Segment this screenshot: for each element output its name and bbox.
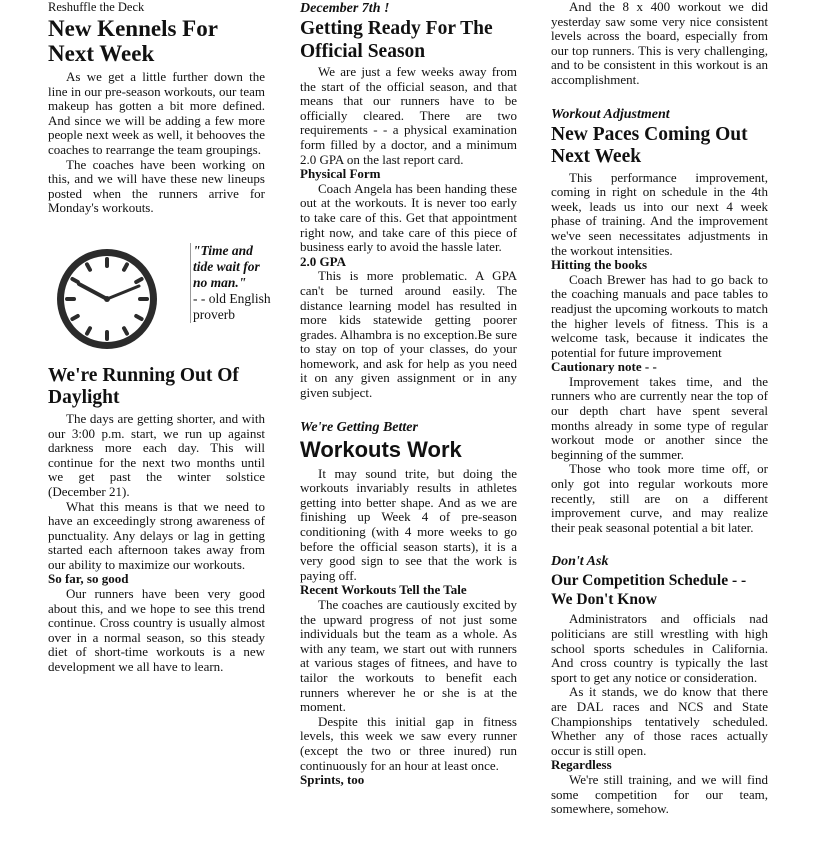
paragraph: We are just a few weeks away from the start of the official season, and that means that our runners have to be officially cleared. There are two requirements - - a physical examination form filled by a doctor, and a minimum 2.0 GPA on the last report card. xyxy=(300,64,517,167)
subheading-so-far-so-good: So far, so good xyxy=(48,571,129,587)
paragraph: This is more problematic. A GPA can't be turned around easily. The distance learning model has resulted in more kids statewide getting poorer grades. Alhambra is no exception.Be sure to stay on top of your classes, do your homework, and ask for help as you need it on any given assignment or in any given subject. xyxy=(300,268,517,401)
kicker-getting-better: We're Getting Better xyxy=(300,419,418,435)
paragraph: What this means is that we need to have an exceedingly strong awareness of punctuality. Any delays or lag in getting started each afternoon takes away from our ability to maximize our workouts. xyxy=(48,498,265,572)
subheading-hitting-the-books: Hitting the books xyxy=(551,257,648,273)
quote-text: "Time and tide wait for no man." xyxy=(193,242,260,290)
subheading-physical-form: Physical Form xyxy=(300,166,381,182)
headline-getting-ready: Getting Ready For The Official Season xyxy=(300,18,493,62)
column-1 xyxy=(48,0,271,675)
subheading-recent-workouts: Recent Workouts Tell the Tale xyxy=(300,582,467,598)
paragraph: And the 8 x 400 workout we did yesterday saw some very nice consistent levels across the board, especially from our top runners. This is very challenging, and to be consistent in this workout is an accomplishment. xyxy=(551,0,768,87)
kicker-dont-ask: Don't Ask xyxy=(551,554,609,570)
paragraph: Despite this initial gap in fitness levels, this week we saw every runner (except the two or three inured) run continuously for an hour at least once. xyxy=(300,713,517,773)
headline-running-out-of-daylight: We're Running Out Of Daylight xyxy=(48,364,239,409)
subheading-sprints-too: Sprints, too xyxy=(300,772,365,788)
paragraph: The coaches have been working on this, and we will have these new lineups posted when the runners arrive for Monday's workouts. xyxy=(48,156,265,216)
clock-quote-block xyxy=(48,242,271,364)
paragraph: Coach Angela has been handing these out at the workouts. It is never too early to take care of this. Get that appointment right now, and take care of this piece of business early to avoid the hassle later. xyxy=(300,180,517,255)
subheading-gpa: 2.0 GPA xyxy=(300,253,346,269)
headline-competition-schedule: Our Competition Schedule - - We Don't Know xyxy=(551,572,747,609)
section-label-reshuffle: Reshuffle the Deck xyxy=(48,0,145,14)
column-3 xyxy=(551,0,768,817)
subheading-cautionary-note: Cautionary note - - xyxy=(551,359,657,375)
wall-clock-icon xyxy=(54,246,160,352)
paragraph: Our runners have been very good about this, and we hope to see this trend continue. Cross country is usually almost over in a normal season, so this steady diet of short-time workouts is a new development we all have to learn. xyxy=(48,586,265,675)
paragraph: As we get a little further down the line in our pre-season workouts, our team makeup has gotten a bit more defined. And since we will be adding a few more people next week as well, it behooves the coaches to rearrange the team groupings. xyxy=(48,69,265,157)
kicker-workout-adjustment: Workout Adjustment xyxy=(551,106,670,122)
paragraph: The days are getting shorter, and with our 3:00 p.m. start, we run up against darkness more each day. This will continue for the next two months until we get past the winter solstice (December 21). xyxy=(48,410,265,499)
proverb-quote xyxy=(190,243,273,323)
paragraph: This performance improvement, coming in right on schedule in the 4th week, leads us into our next 4 week phase of training. And the improvement we've seen necessitates adjustments in the workout intensities. xyxy=(551,169,768,258)
kicker-december-7th: December 7th ! xyxy=(300,1,390,16)
paragraph: The coaches are cautiously excited by the upward progress of not just some individuals but the team as a whole. As with any team, we start out with runners at various stages of fitnees, and have to tailor the workouts to benefit each runners wherever he or she is at the moment. xyxy=(300,597,517,715)
quote-attribution: - - old English proverb xyxy=(193,290,271,322)
subheading-regardless: Regardless xyxy=(551,757,612,773)
headline-new-paces: New Paces Coming Out Next Week xyxy=(551,123,748,168)
headline-workouts-work: Workouts Work xyxy=(300,436,462,462)
paragraph: Administrators and officials nad politicians are still wrestling with high school sports schedules in California. And cross country is typically the last sport to get any notice or consideration. xyxy=(551,611,768,685)
paragraph: It may sound trite, but doing the workouts invariably results in athletes getting into better shape. And as we are finishing up Week 4 of pre-season conditioning (with 4 more weeks to go before the official season starts), it is a very good sign to see that the work is paying off. xyxy=(300,465,517,583)
paragraph: Those who took more time off, or only got into regular workouts more recently, still are on a different improvement curve, and may realize their peak seasonal potential a bit later. xyxy=(551,461,768,535)
paragraph: Coach Brewer has had to go back to the coaching manuals and pace tables to readjust the upcoming workouts to match the higher levels of fitness. This is a welcome task, because it indicates the potential for future improvement xyxy=(551,271,768,360)
paragraph: Improvement takes time, and the runners who are currently near the top of our depth chart have spent several months already in some type of regular workout mode or another since the beginning of the summer. xyxy=(551,373,768,462)
headline-new-kennels: New Kennels For Next Week xyxy=(48,16,218,66)
paragraph: We're still training, and we will find some competition for our team, somewhere, somehow. xyxy=(551,771,768,817)
paragraph: As it stands, we do know that there are DAL races and NCS and State Championships tentatively scheduled. Whether any of those races actually occur is still open. xyxy=(551,684,768,758)
column-2 xyxy=(300,0,517,788)
